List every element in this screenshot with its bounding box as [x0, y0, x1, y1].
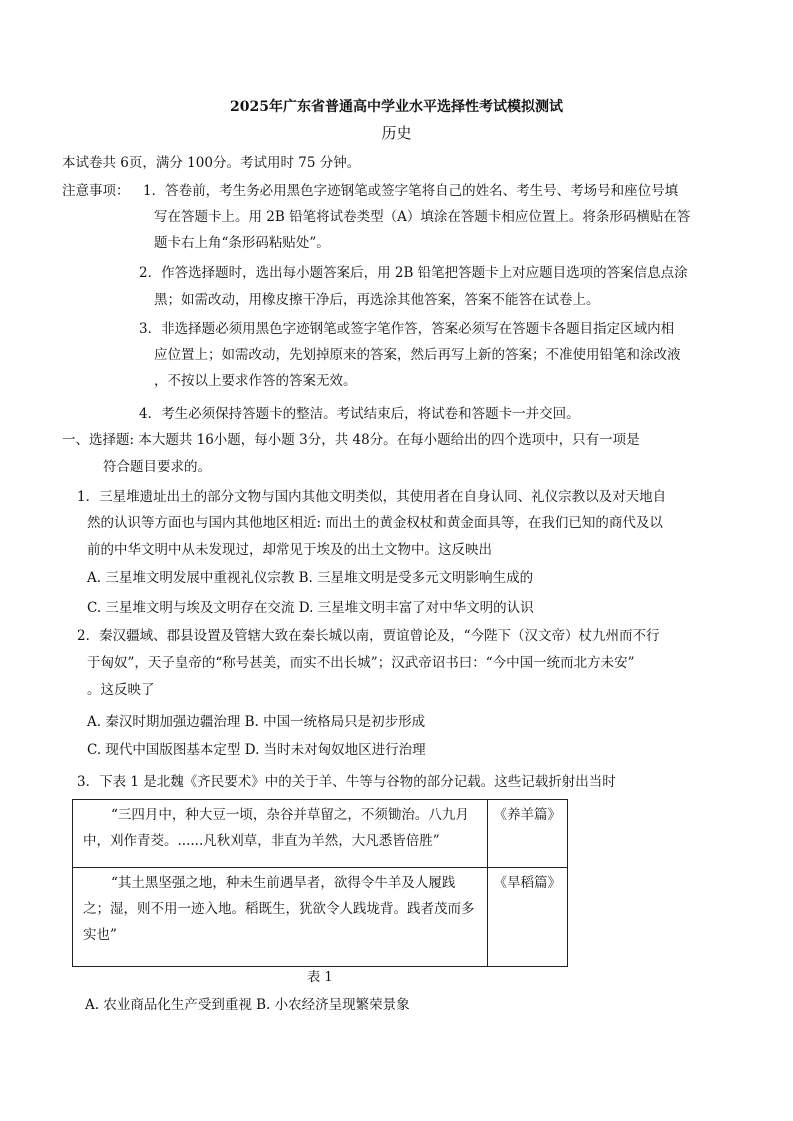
- q1-stem-line-3: 前的中华文明中从未发现过，却常见于埃及的出土文物中。这反映出: [87, 542, 492, 558]
- q2-stem-line-3: 。这反映了: [87, 682, 155, 698]
- quote-text-2: “其土黑坚强之地，种未生前遇旱者，欲得令牛羊及人履践之；湿，则不用一迹入地。稻既生，犹欲令人践垅背。践者茂而多实也”: [83, 874, 475, 943]
- quote-text-1: “三四月中，种大豆一顷，杂谷并草留之，不须锄治。八九月中，刈作青茭。......凡秋刈草，非直为羊然，大凡悉皆倍胜”: [83, 807, 469, 849]
- note-1-line-2: 写在答题卡上。用 2B 铅笔将试卷类型（A）填涂在答题卡相应位置上。将条形码横贴在答: [154, 209, 691, 225]
- note-2-line-1: 2．作答选择题时，选出每小题答案后，用 2B 铅笔把答题卡上对应题目选项的答案信息点涂: [139, 265, 688, 281]
- table-row: [73, 800, 568, 868]
- note-3-line-2: 应位置上；如需改动，先划掉原来的答案，然后再写上新的答案；不准使用铅笔和涂改液: [154, 347, 681, 363]
- table-row: [73, 867, 568, 966]
- q1-stem-line-2: 然的认识等方面也与国内其他地区相近: 而出土的黄金权杖和黄金面具等，在我们已知的商代及以: [87, 515, 663, 531]
- exam-title: 2025年广东省普通高中学业水平选择性考试模拟测试: [230, 99, 563, 115]
- note-1-line-3: 题卡右上角“条形码粘贴处”。: [154, 235, 330, 251]
- note-2-line-2: 黑；如需改动，用橡皮擦干净后，再选涂其他答案，答案不能答在试卷上。: [154, 292, 600, 308]
- note-3-line-1: 3．非选择题必须用黑色字迹钢笔或签字笔作答，答案必须写在答题卡各题目指定区域内相: [139, 321, 675, 337]
- q1-options-ab: A. 三星堆文明发展中重视礼仪宗教 B. 三星堆文明是受多元文明影响生成的: [87, 570, 534, 586]
- q1-options-cd: C. 三星堆文明与埃及文明存在交流 D. 三星堆文明丰富了对中华文明的认识: [87, 600, 534, 616]
- exam-intro: 本试卷共 6页，满分 100分。考试用时 75 分钟。: [62, 155, 361, 171]
- table-cell-source: 《养羊篇》: [487, 800, 568, 868]
- notes-label: 注意事项：: [62, 183, 130, 199]
- note-3-line-3: ，不按以上要求作答的答案无效。: [154, 373, 357, 389]
- table-cell-quote: [73, 800, 488, 868]
- section-1-heading-cont: 符合题目要求的。: [103, 459, 211, 475]
- q2-options-ab: A. 秦汉时期加强边疆治理 B. 中国一统格局只是初步形成: [87, 714, 426, 730]
- q3-options-ab: A. 农业商品化生产受到重视 B. 小农经济呈现繁荣景象: [85, 997, 410, 1013]
- table-caption: 表 1: [307, 970, 333, 985]
- note-1-line-1: 1．答卷前，考生务必用黑色字迹钢笔或签字笔将自己的姓名、考生号、考场号和座位号填: [143, 183, 679, 199]
- q3-stem-line-1: 3．下表 1 是北魏《齐民要术》中的关于羊、牛等与谷物的部分记载。这些记载折射出当时: [77, 774, 616, 790]
- q2-options-cd: C. 现代中国版图基本定型 D. 当时未对匈奴地区进行治理: [87, 742, 426, 758]
- q2-stem-line-2: 于匈奴”，天子皇帝的“称号甚美，而实不出长城”；汉武帝诏书曰：“今中国一统而北方未安”: [87, 655, 635, 671]
- table-cell-quote: [73, 867, 488, 966]
- table-cell-source: 《旱稻篇》: [487, 867, 568, 966]
- q1-stem-line-1: 1．三星堆遗址出土的部分文物与国内其他文明类似，其使用者在自身认同、礼仪宗教以及对天地自: [77, 489, 667, 505]
- note-4-line-1: 4．考生必须保持答题卡的整洁。考试结束后，将试卷和答题卡一并交回。: [139, 406, 580, 422]
- q2-stem-line-1: 2．秦汉疆域、郡县设置及管辖大致在秦长城以南，贾谊曾论及，“今陛下（汉文帝）杖九州而不行: [77, 628, 660, 644]
- q3-source-table: [72, 799, 568, 967]
- exam-subject: 历史: [381, 124, 412, 142]
- section-1-heading: 一、选择题: 本大题共 16小题，每小题 3分，共 48分。在每小题给出的四个选项中，只有一项是: [62, 432, 640, 448]
